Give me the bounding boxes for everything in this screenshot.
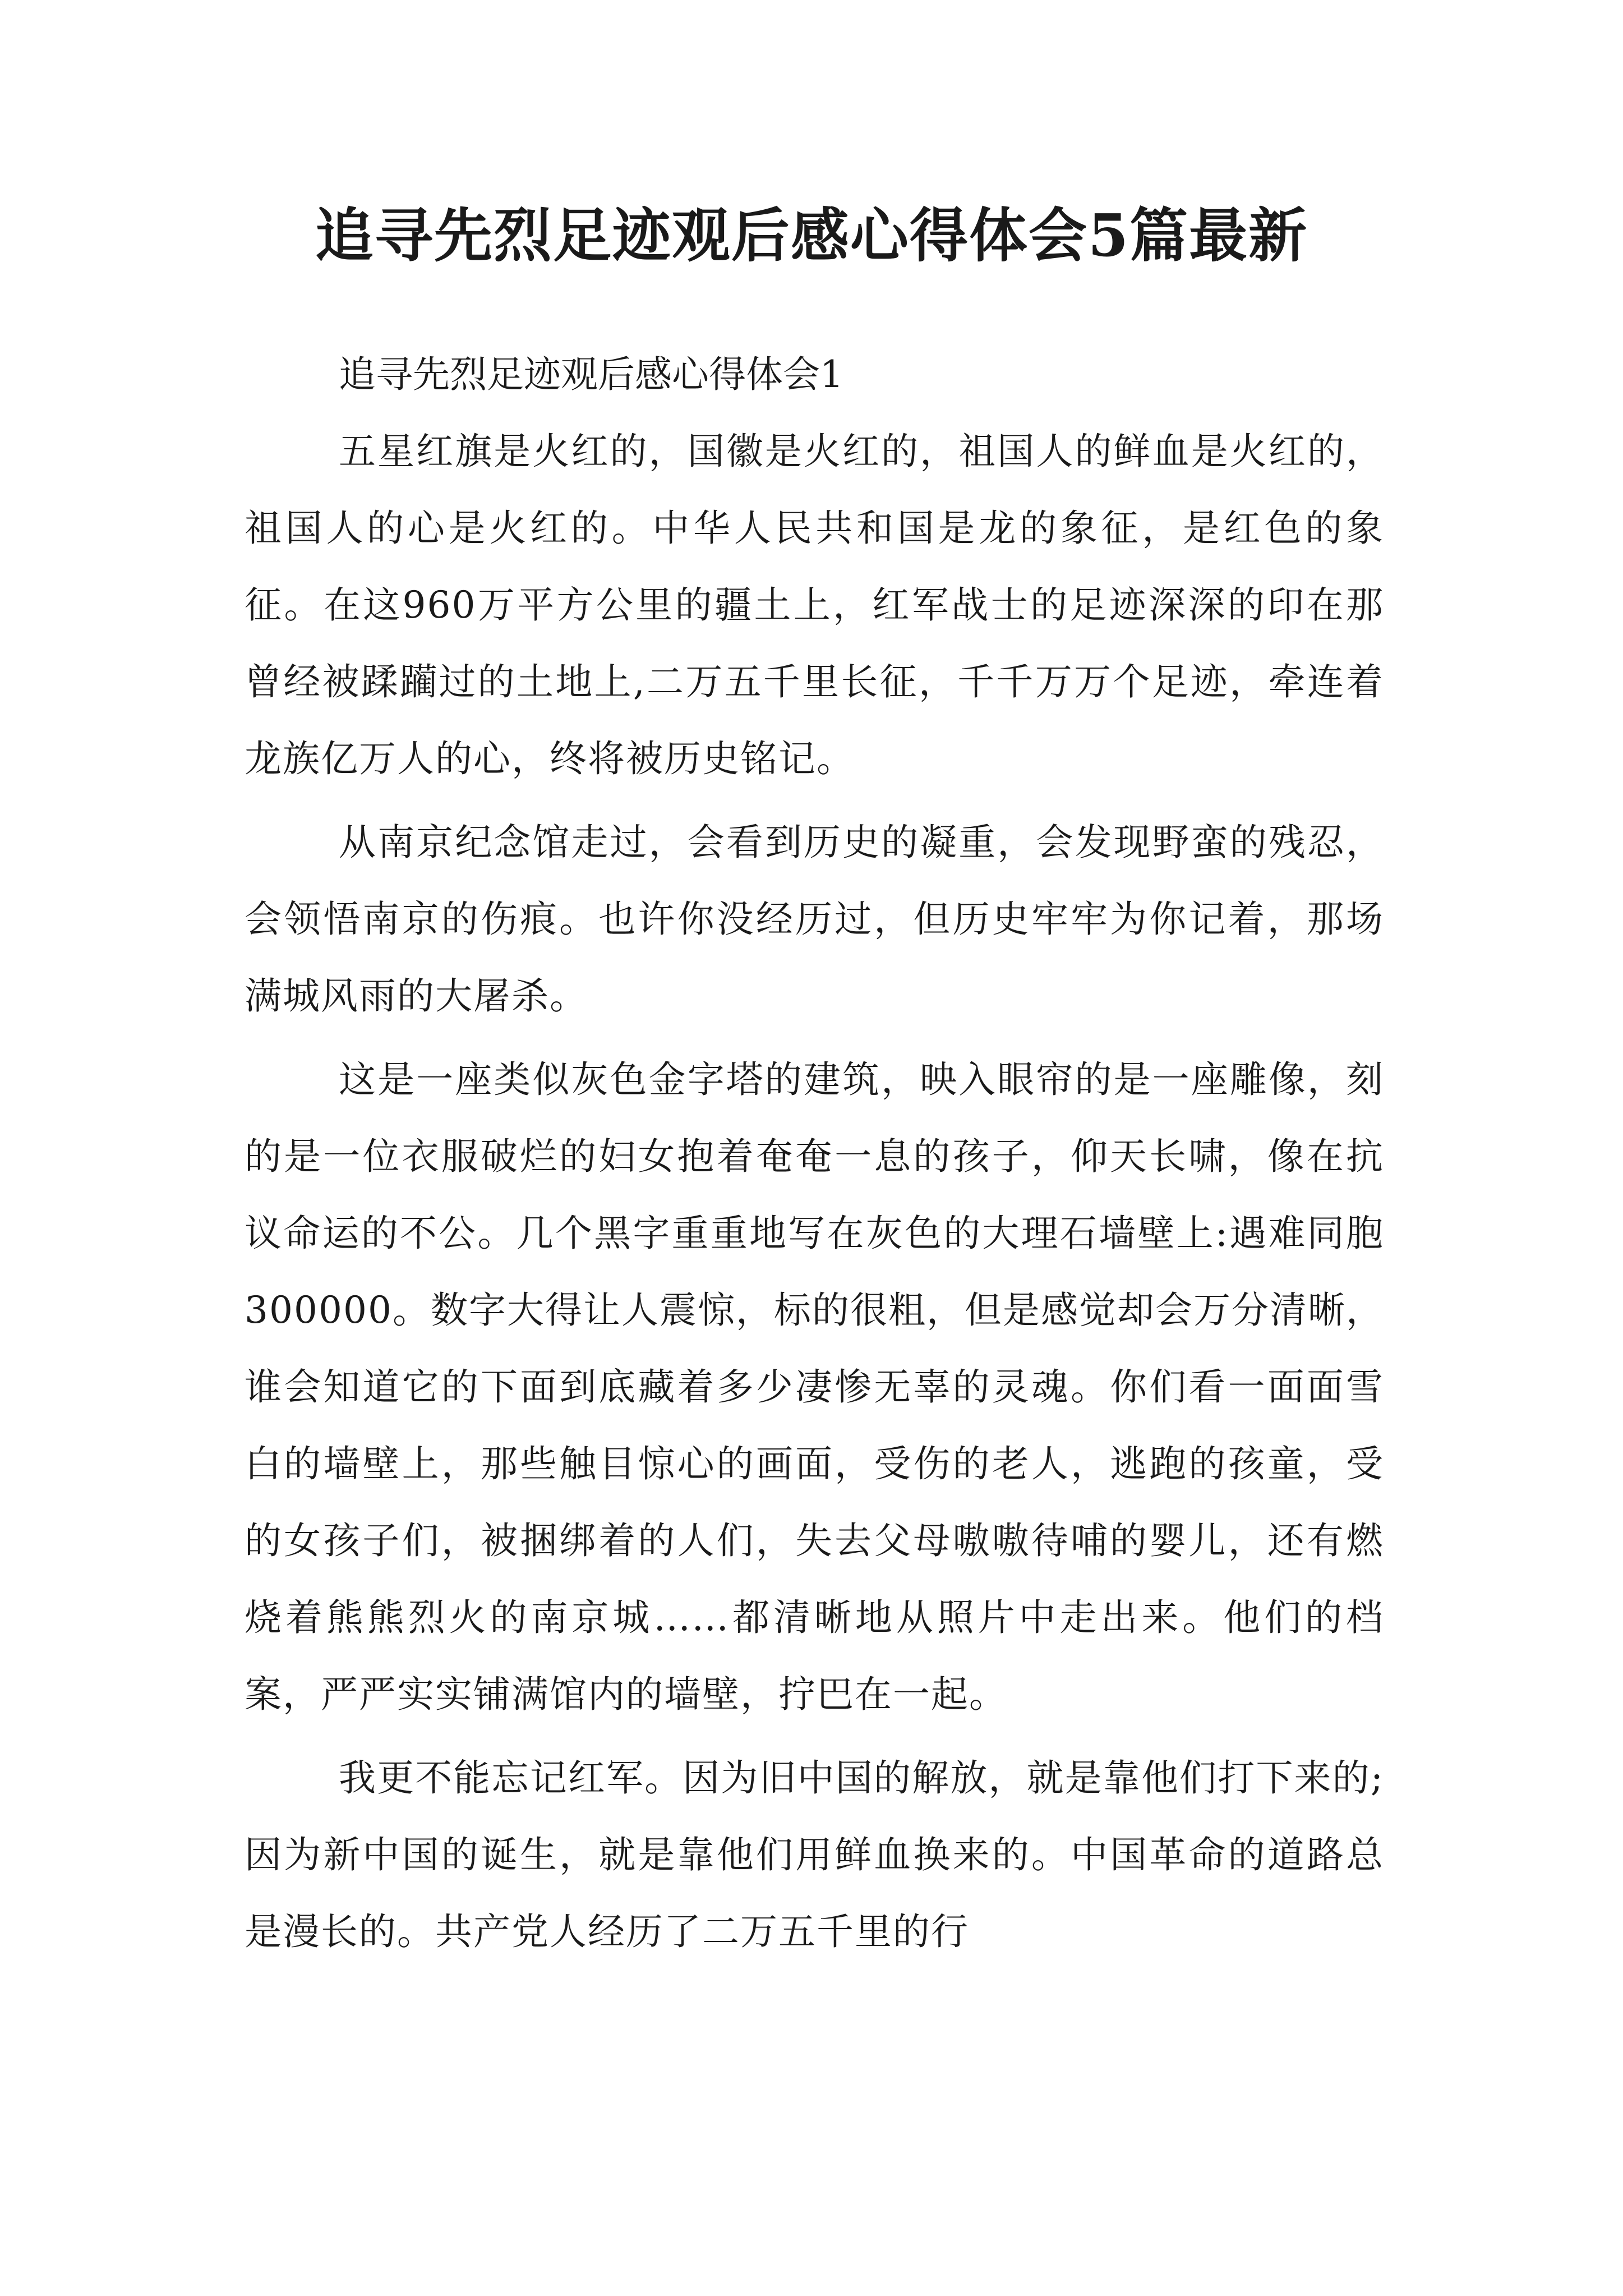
paragraph: 五星红旗是火红的，国徽是火红的，祖国人的鲜血是火红的，祖国人的心是火红的。中华人民共和国是龙的象征，是红色的象征。在这960万平方公里的疆土上，红军战士的足迹深深的印在那曾经被蹂躏过的土地上,二万五千里长征，千千万万个足迹，牵连着龙族亿万人的心，终将被历史铭记。 <box>245 430 1384 780</box>
paragraph: 从南京纪念馆走过，会看到历史的凝重，会发现野蛮的残忍，会领悟南京的伤痕。也许你没经历过，但历史牢牢为你记着，那场满城风雨的大屠杀。 <box>245 821 1384 1018</box>
document-title: 追寻先烈足迹观后感心得体会5篇最新 <box>315 201 1308 270</box>
paragraph: 这是一座类似灰色金字塔的建筑，映入眼帘的是一座雕像，刻的是一位衣服破烂的妇女抱着奄奄一息的孩子，仰天长啸，像在抗议命运的不公。几个黑字重重地写在灰色的大理石墙壁上:遇难同胞300000。数字大得让人震惊，标的很粗，但是感觉却会万分清晰，谁会知道它的下面到底藏着多少凄惨无辜的灵魂。你们看一面面雪白的墙壁上，那些触目惊心的画面，受伤的老人，逃跑的孩童，受的女孩子们，被捆绑着的人们，失去父母嗷嗷待哺的婴儿，还有燃烧着熊熊烈火的南京城……都清晰地从照片中走出来。他们的档案，严严实实铺满馆内的墙壁，拧巴在一起。 <box>245 1058 1384 1716</box>
section-heading: 追寻先烈足迹观后感心得体会1 <box>339 353 843 396</box>
document-body <box>245 337 1384 1977</box>
paragraph: 我更不能忘记红军。因为旧中国的解放，就是靠他们打下来的;因为新中国的诞生，就是靠他们用鲜血换来的。中国革命的道路总是漫长的。共产党人经历了二万五千里的行 <box>245 1756 1384 1953</box>
